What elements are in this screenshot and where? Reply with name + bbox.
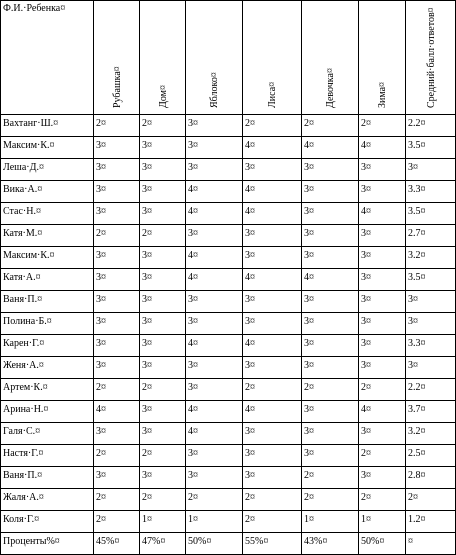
score-cell: 3¤ (186, 379, 243, 401)
score-cell: 3¤ (243, 423, 302, 445)
score-cell: 3¤ (359, 269, 406, 291)
score-cell: 3.5¤ (406, 269, 456, 291)
word-column-header (186, 1, 243, 115)
score-cell: 4¤ (302, 269, 359, 291)
score-cell: 3¤ (406, 291, 456, 313)
table-row (1, 533, 456, 555)
score-cell: 2¤ (94, 489, 140, 511)
score-cell: 3¤ (243, 247, 302, 269)
child-name-cell: Катя·А.¤ (1, 269, 94, 291)
score-cell: 3¤ (186, 313, 243, 335)
score-cell: 3¤ (140, 291, 186, 313)
score-cell: 2¤ (94, 225, 140, 247)
word-column-header (302, 1, 359, 115)
score-cell: 3¤ (186, 291, 243, 313)
score-cell: 3¤ (140, 247, 186, 269)
score-cell: ¤ (406, 533, 456, 555)
score-cell: 3¤ (359, 357, 406, 379)
child-name-cell: Ваня·П.¤ (1, 291, 94, 313)
score-cell: 2¤ (140, 445, 186, 467)
score-cell: 3¤ (186, 357, 243, 379)
child-name-cell: Вахтанг·Ш.¤ (1, 115, 94, 137)
score-cell: 2¤ (243, 511, 302, 533)
score-cell: 3.3¤ (406, 335, 456, 357)
score-cell: 4¤ (186, 203, 243, 225)
score-cell: 3¤ (302, 445, 359, 467)
score-cell: 3¤ (186, 225, 243, 247)
score-cell: 4¤ (302, 137, 359, 159)
table-row (1, 225, 456, 247)
name-column-header: Ф.И.·Ребенка¤ (1, 1, 94, 115)
score-cell: 4¤ (359, 203, 406, 225)
score-cell: 3¤ (302, 181, 359, 203)
column-header-label: Рубашка¤ (111, 66, 123, 108)
score-cell: 2¤ (406, 489, 456, 511)
table-row (1, 247, 456, 269)
score-cell: 3¤ (302, 225, 359, 247)
word-column-header (94, 1, 140, 115)
score-cell: 3¤ (243, 291, 302, 313)
score-cell: 4¤ (186, 247, 243, 269)
score-cell: 3¤ (186, 159, 243, 181)
table-row (1, 357, 456, 379)
table-row (1, 313, 456, 335)
score-cell: 2¤ (359, 115, 406, 137)
score-cell: 3¤ (94, 291, 140, 313)
child-name-cell: Артем·К.¤ (1, 379, 94, 401)
child-name-cell: Карен·Г.¤ (1, 335, 94, 357)
table-row (1, 159, 456, 181)
score-cell: 3¤ (243, 225, 302, 247)
word-column-header (406, 1, 456, 115)
score-cell: 3¤ (302, 203, 359, 225)
score-cell: 3¤ (359, 467, 406, 489)
score-cell: 3¤ (186, 115, 243, 137)
score-cell: 3.3¤ (406, 181, 456, 203)
table-row (1, 467, 456, 489)
score-cell: 3¤ (140, 203, 186, 225)
table-row (1, 137, 456, 159)
score-cell: 3¤ (359, 181, 406, 203)
child-name-cell: Катя·М.¤ (1, 225, 94, 247)
score-cell: 3¤ (406, 159, 456, 181)
table-row (1, 115, 456, 137)
score-cell: 2¤ (140, 379, 186, 401)
score-cell: 2¤ (243, 489, 302, 511)
word-column-header (243, 1, 302, 115)
table-row (1, 291, 456, 313)
score-cell: 2¤ (359, 489, 406, 511)
child-name-cell: Арина·Н.¤ (1, 401, 94, 423)
child-name-cell: Жаля·А.¤ (1, 489, 94, 511)
score-cell: 3¤ (302, 423, 359, 445)
score-cell: 2¤ (94, 445, 140, 467)
score-cell: 2¤ (140, 225, 186, 247)
table-row (1, 511, 456, 533)
score-cell: 3¤ (302, 247, 359, 269)
score-cell: 3¤ (140, 181, 186, 203)
score-cell: 1.2¤ (406, 511, 456, 533)
score-cell: 47%¤ (140, 533, 186, 555)
table-row (1, 401, 456, 423)
score-cell: 2¤ (94, 511, 140, 533)
table-row (1, 489, 456, 511)
score-cell: 2¤ (302, 379, 359, 401)
score-cell: 4¤ (243, 181, 302, 203)
score-cell: 3¤ (302, 291, 359, 313)
score-cell: 3.2¤ (406, 247, 456, 269)
score-cell: 4¤ (359, 137, 406, 159)
score-cell: 3¤ (406, 313, 456, 335)
column-header-label: Яблоко¤ (209, 72, 220, 108)
score-cell: 2¤ (302, 115, 359, 137)
score-cell: 3¤ (302, 159, 359, 181)
score-cell: 3¤ (302, 401, 359, 423)
score-cell: 2¤ (302, 489, 359, 511)
table-row (1, 269, 456, 291)
score-cell: 3.5¤ (406, 203, 456, 225)
child-name-cell: Коля·Г.¤ (1, 511, 94, 533)
score-cell: 2¤ (302, 467, 359, 489)
score-cell: 43%¤ (302, 533, 359, 555)
column-header-label: Лиса¤ (267, 81, 278, 108)
column-header-label: Девочка¤ (325, 68, 336, 108)
score-cell: 3¤ (302, 313, 359, 335)
table-row (1, 181, 456, 203)
score-cell: 2¤ (186, 489, 243, 511)
score-cell: 3¤ (406, 357, 456, 379)
score-cell: 3¤ (140, 423, 186, 445)
score-cell: 3¤ (140, 357, 186, 379)
score-cell: 2¤ (359, 379, 406, 401)
score-cell: 2¤ (359, 445, 406, 467)
child-name-cell: Полина·Б.¤ (1, 313, 94, 335)
score-cell: 4¤ (186, 401, 243, 423)
score-cell: 3¤ (94, 335, 140, 357)
column-header-label: Дом¤ (157, 85, 169, 108)
score-cell: 3¤ (94, 247, 140, 269)
child-name-cell: Максим·К.¤ (1, 247, 94, 269)
score-cell: 3.7¤ (406, 401, 456, 423)
child-name-cell: Ваня·П.¤ (1, 467, 94, 489)
score-cell: 4¤ (186, 269, 243, 291)
score-cell: 4¤ (186, 423, 243, 445)
score-cell: 3¤ (94, 269, 140, 291)
score-cell: 50%¤ (359, 533, 406, 555)
score-cell: 4¤ (94, 401, 140, 423)
score-cell: 3.2¤ (406, 423, 456, 445)
score-cell: 3.5¤ (406, 137, 456, 159)
child-name-cell: Максим·К.¤ (1, 137, 94, 159)
score-cell: 3¤ (140, 269, 186, 291)
score-cell: 3¤ (243, 313, 302, 335)
score-cell: 2¤ (94, 115, 140, 137)
score-cell: 4¤ (243, 269, 302, 291)
score-cell: 3¤ (359, 423, 406, 445)
score-cell: 2¤ (140, 115, 186, 137)
score-cell: 3¤ (94, 313, 140, 335)
score-cell: 3¤ (94, 203, 140, 225)
score-cell: 4¤ (243, 335, 302, 357)
child-name-cell: Вика·А.¤ (1, 181, 94, 203)
header-row (1, 1, 456, 115)
score-cell: 3¤ (186, 445, 243, 467)
score-cell: 4¤ (186, 181, 243, 203)
score-cell: 3¤ (140, 335, 186, 357)
table-row (1, 423, 456, 445)
score-cell: 2¤ (94, 379, 140, 401)
score-cell: 2.8¤ (406, 467, 456, 489)
score-cell: 3¤ (140, 467, 186, 489)
score-cell: 3¤ (243, 159, 302, 181)
table-row (1, 445, 456, 467)
child-name-cell: Женя·А.¤ (1, 357, 94, 379)
score-cell: 3¤ (359, 247, 406, 269)
score-cell: 3¤ (302, 335, 359, 357)
child-name-cell: Настя·Г.¤ (1, 445, 94, 467)
child-name-cell: Галя·С.¤ (1, 423, 94, 445)
score-cell: 3¤ (243, 445, 302, 467)
score-cell: 3¤ (243, 357, 302, 379)
score-cell: 3¤ (94, 181, 140, 203)
score-cell: 2.2¤ (406, 379, 456, 401)
score-cell: 3¤ (140, 159, 186, 181)
score-cell: 4¤ (243, 203, 302, 225)
score-cell: 3¤ (359, 291, 406, 313)
score-cell: 4¤ (243, 401, 302, 423)
score-cell: 3¤ (359, 159, 406, 181)
child-name-cell: Стас·Н.¤ (1, 203, 94, 225)
score-cell: 3¤ (359, 313, 406, 335)
score-cell: 1¤ (302, 511, 359, 533)
table-row (1, 379, 456, 401)
score-cell: 3¤ (186, 467, 243, 489)
score-cell: 2.5¤ (406, 445, 456, 467)
column-header-label: Средний·балл·ответов¤ (425, 7, 437, 108)
score-cell: 3¤ (94, 423, 140, 445)
score-cell: 2¤ (243, 115, 302, 137)
score-cell: 3¤ (94, 159, 140, 181)
word-column-header (359, 1, 406, 115)
score-cell: 3¤ (140, 401, 186, 423)
table-row (1, 203, 456, 225)
child-name-cell: Проценты%¤ (1, 533, 94, 555)
score-cell: 50%¤ (186, 533, 243, 555)
score-cell: 4¤ (243, 137, 302, 159)
score-cell: 2¤ (140, 489, 186, 511)
score-cell: 2.7¤ (406, 225, 456, 247)
score-cell: 4¤ (359, 401, 406, 423)
score-cell: 45%¤ (94, 533, 140, 555)
score-cell: 2.2¤ (406, 115, 456, 137)
score-cell: 1¤ (186, 511, 243, 533)
score-cell: 2¤ (243, 379, 302, 401)
score-cell: 1¤ (359, 511, 406, 533)
score-cell: 3¤ (94, 137, 140, 159)
score-cell: 3¤ (186, 137, 243, 159)
score-cell: 3¤ (359, 225, 406, 247)
table-row (1, 335, 456, 357)
score-cell: 3¤ (140, 137, 186, 159)
score-cell: 3¤ (140, 313, 186, 335)
score-cell: 4¤ (186, 335, 243, 357)
score-cell: 3¤ (94, 357, 140, 379)
score-cell: 1¤ (140, 511, 186, 533)
child-name-cell: Леша·Д.¤ (1, 159, 94, 181)
score-cell: 3¤ (94, 467, 140, 489)
score-cell: 3¤ (302, 357, 359, 379)
score-cell: 3¤ (359, 335, 406, 357)
column-header-label: Зима¤ (377, 81, 388, 108)
score-cell: 55%¤ (243, 533, 302, 555)
word-column-header (140, 1, 186, 115)
score-cell: 3¤ (243, 467, 302, 489)
